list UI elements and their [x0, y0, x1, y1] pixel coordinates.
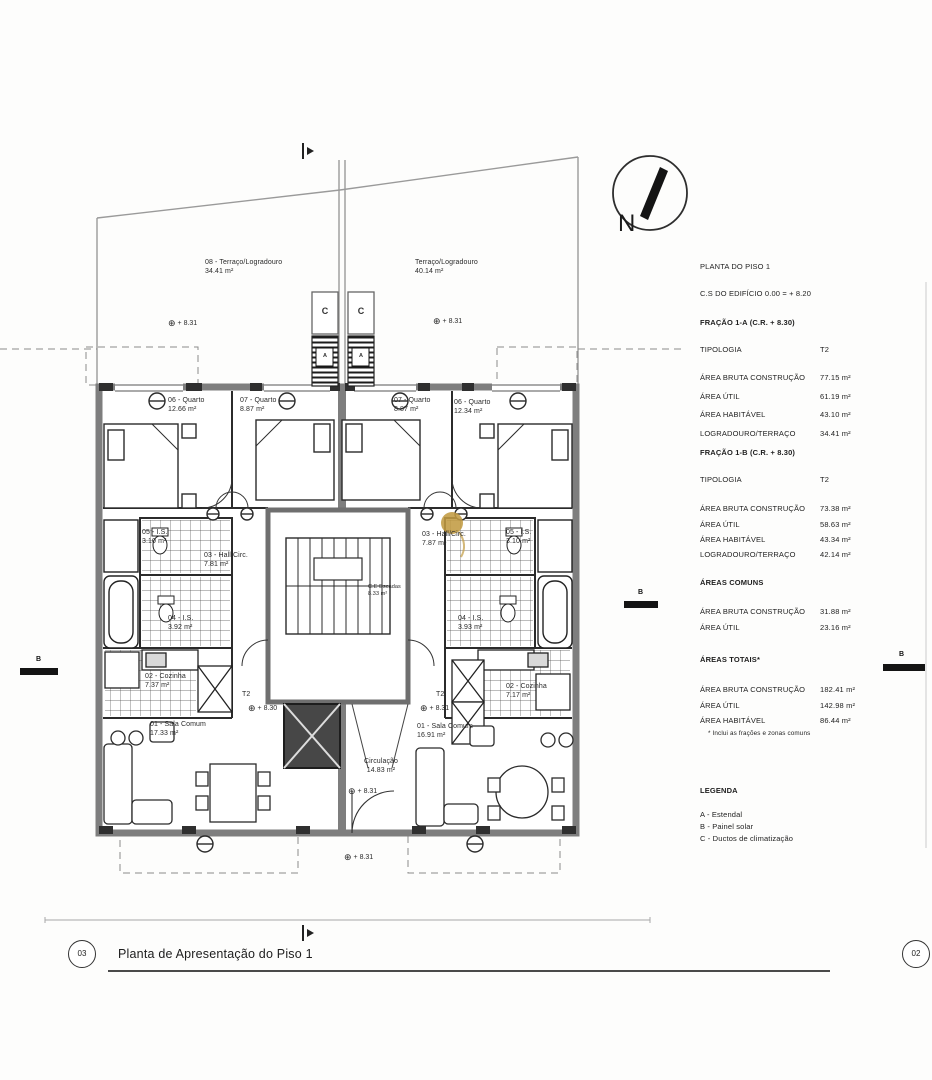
elevation-marker-terrace-left: ⊕ + 8.31 — [168, 318, 198, 328]
fracao-b-row: ÁREA BRUTA CONSTRUÇÃO 73.38 m² — [700, 504, 851, 513]
legenda-item: A - Estendal — [700, 810, 743, 819]
elevation-marker-entry: ⊕ + 8.31 — [344, 852, 374, 862]
fracao-a-row: ÁREA HABITÁVEL 43.10 m² — [700, 410, 851, 419]
room-label-is05-a: 05 - I.S. 3.10 m² — [142, 529, 168, 546]
elevation-icon: ⊕ — [168, 318, 176, 328]
room-label-quarto06-a: 06 - Quarto 12.66 m² — [168, 397, 205, 414]
section-letter-mid: B — [638, 589, 644, 596]
fracao-a-row: ÁREA BRUTA CONSTRUÇÃO 77.15 m² — [700, 373, 851, 382]
elevation-icon: ⊕ — [433, 316, 441, 326]
estendal-a-label: A — [359, 353, 363, 359]
legenda-item: C - Ductos de climatização — [700, 834, 794, 843]
room-label-is05-b: 05 - I.S. 3.10 m² — [506, 529, 532, 546]
sheet-number-left: 03 — [68, 940, 96, 968]
panel-title: PLANTA DO PISO 1 — [700, 262, 771, 271]
shaft-c-label: C — [321, 306, 329, 316]
fracao-b-tipologia: TIPOLOGIA T2 — [700, 475, 830, 484]
north-label: N — [618, 210, 636, 237]
elevation-marker-terrace-right: ⊕ + 8.31 — [433, 316, 463, 326]
comuns-row: ÁREA ÚTIL 23.16 m² — [700, 623, 851, 632]
elevation-marker-unit-b: ⊕ + 8.31 — [420, 703, 450, 713]
room-label-quarto07-a: 07 - Quarto 8.87 m² — [240, 397, 277, 414]
fracao-b-row: ÁREA ÚTIL 58.63 m² — [700, 520, 851, 529]
room-label-is04-b: 04 - I.S. 3.93 m² — [458, 615, 484, 632]
fracao-b-row: ÁREA HABITÁVEL 43.34 m² — [700, 535, 851, 544]
tipologia-label-a: T2 — [242, 691, 251, 698]
room-label-sala-a: 01 - Sala Comum 17.33 m² — [150, 721, 206, 738]
totais-row: ÁREA ÚTIL 142.98 m² — [700, 701, 856, 710]
room-label-quarto07-b: 07 - Quarto 8.87 m² — [394, 397, 431, 414]
totais-row: ÁREA BRUTA CONSTRUÇÃO 182.41 m² — [700, 685, 856, 694]
comuns-heading: ÁREAS COMUNS — [700, 578, 764, 587]
fracao-b-row: LOGRADOURO/TERRAÇO 42.14 m² — [700, 550, 851, 559]
legenda-heading: LEGENDA — [700, 786, 738, 795]
room-label-cozinha-b: 02 - Cozinha 7.17 m² — [506, 683, 547, 700]
circulation-label: Circulação 14.83 m² — [363, 758, 399, 775]
fracao-a-tipologia: TIPOLOGIA T2 — [700, 345, 830, 354]
drawing-title: Planta de Apresentação do Piso 1 — [118, 947, 313, 961]
elevation-marker-unit-a: ⊕ + 8.30 — [248, 703, 278, 713]
fracao-b-heading: FRAÇÃO 1-B (C.R. + 8.30) — [700, 448, 796, 457]
room-label-hall-b: 03 - Hall/Circ. 7.87 m² — [422, 531, 466, 548]
stairs-label: C.E Escadas 8.33 m² — [368, 584, 401, 598]
comuns-row: ÁREA BRUTA CONSTRUÇÃO 31.88 m² — [700, 607, 851, 616]
totais-footnote: * Inclui as frações e zonas comuns — [708, 730, 811, 737]
elevation-marker-circulation: ⊕ + 8.31 — [348, 786, 378, 796]
tipologia-label-b: T2 — [436, 691, 445, 698]
fracao-a-heading: FRAÇÃO 1-A (C.R. + 8.30) — [700, 318, 795, 327]
shaft-c-label: C — [357, 306, 365, 316]
sheet-number-right: 02 — [902, 940, 930, 968]
estendal-a-label: A — [323, 353, 327, 359]
terrace-left-label: 08 - Terraço/Logradouro 34.41 m² — [205, 259, 283, 276]
room-label-cozinha-a: 02 - Cozinha 7.37 m² — [145, 673, 186, 690]
fracao-a-row: LOGRADOURO/TERRAÇO 34.41 m² — [700, 429, 851, 438]
areas-info-panel — [700, 258, 928, 858]
room-label-hall-a: 03 - Hall/Circ. 7.81 m² — [204, 552, 248, 569]
room-label-is04-a: 04 - I.S. 3.92 m² — [168, 615, 194, 632]
room-label-quarto06-b: 06 - Quarto 12.34 m² — [454, 399, 491, 416]
panel-datum: C.S DO EDIFÍCIO 0.00 = + 8.20 — [700, 289, 812, 298]
terrace-right-label: Terraço/Logradouro 40.14 m² — [415, 259, 478, 276]
section-letter-right: B — [899, 651, 905, 658]
room-label-sala-b: 01 - Sala Comum 16.91 m² — [417, 723, 473, 740]
section-letter-left: B — [36, 656, 42, 663]
fracao-a-row: ÁREA ÚTIL 61.19 m² — [700, 392, 851, 401]
legenda-item: B - Painel solar — [700, 822, 754, 831]
totais-heading: ÁREAS TOTAIS* — [700, 655, 761, 664]
totais-row: ÁREA HABITÁVEL 86.44 m² — [700, 716, 851, 725]
